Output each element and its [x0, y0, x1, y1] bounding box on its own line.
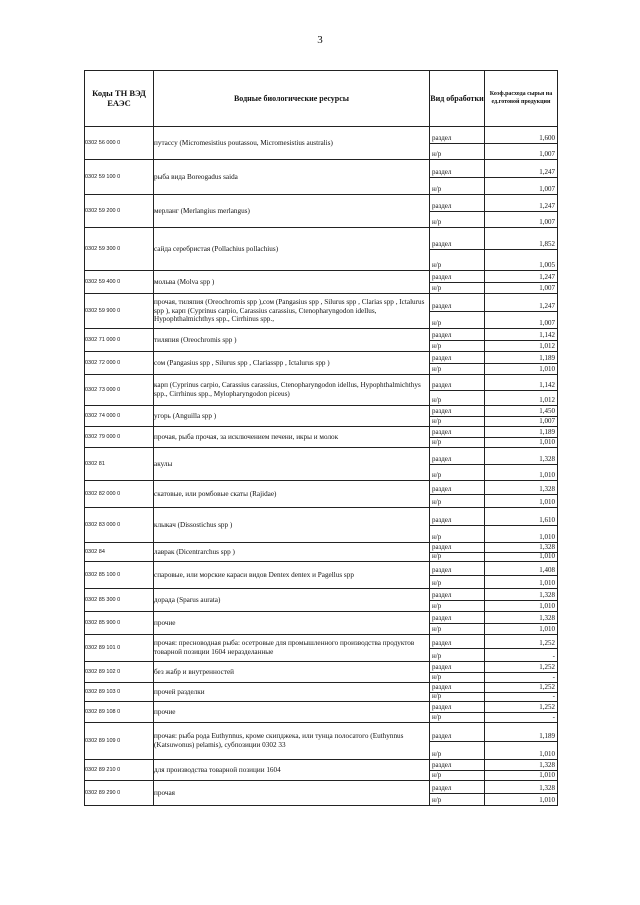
coefficient-value: 1,010: [485, 525, 557, 543]
processing-type: раздел: [432, 638, 452, 647]
row-resource-name: мерланг (Merlangius merlangus): [154, 195, 430, 228]
row-code: 0302 71 000 0: [85, 329, 154, 352]
coefficient-value: 1,010: [485, 793, 557, 806]
processing-type: раздел: [432, 330, 452, 339]
processing-type: н/р: [430, 600, 484, 612]
processing-type: н/р: [430, 770, 484, 781]
processing-type: раздел: [432, 353, 452, 362]
coefficient-value: -: [485, 648, 557, 662]
coefficient-value: 1,010: [485, 741, 557, 760]
row-coefficient: [485, 228, 558, 271]
coefficient-value: 1,010: [485, 464, 557, 481]
processing-type: н/р: [430, 525, 484, 543]
row-code: 0302 89 108 0: [85, 702, 154, 723]
coefficient-value: 1,610: [539, 515, 555, 524]
processing-type: н/р: [430, 340, 484, 352]
processing-type: н/р: [430, 575, 484, 589]
row-coefficient: [485, 406, 558, 427]
row-code: 0302 59 100 0: [85, 160, 154, 195]
table-row: [85, 589, 558, 612]
row-processing: [430, 612, 485, 635]
processing-type: раздел: [432, 565, 452, 574]
coefficient-value: 1,010: [485, 600, 557, 612]
table-row: [85, 612, 558, 635]
processing-type: раздел: [432, 682, 452, 691]
header-resources: Водные биологические ресурсы: [154, 71, 430, 127]
row-resource-name: лаврак (Dicentrarchus spp ): [154, 543, 430, 562]
row-code: 0302 83 000 0: [85, 508, 154, 543]
row-processing: [430, 228, 485, 271]
table-row: [85, 195, 558, 228]
coefficient-value: 1,247: [539, 301, 555, 310]
row-coefficient: [485, 127, 558, 160]
processing-type: раздел: [432, 454, 452, 463]
processing-type: н/р: [430, 741, 484, 760]
row-processing: [430, 160, 485, 195]
row-resource-name: путассу (Micromesistius poutassou, Micromesistius australis): [154, 127, 430, 160]
table-row: [85, 271, 558, 294]
processing-type: раздел: [432, 662, 452, 671]
coefficient-value: 1,010: [485, 437, 557, 448]
row-resource-name: прочие: [154, 612, 430, 635]
processing-type: н/р: [430, 494, 484, 508]
row-processing: [430, 781, 485, 806]
row-resource-name: прочей разделки: [154, 683, 430, 702]
processing-type: н/р: [430, 311, 484, 329]
row-processing: [430, 508, 485, 543]
row-code: 0302 89 103 0: [85, 683, 154, 702]
processing-type: н/р: [430, 416, 484, 427]
row-coefficient: [485, 635, 558, 662]
table-row: [85, 562, 558, 589]
row-processing: [430, 427, 485, 448]
table-row: [85, 508, 558, 543]
row-resource-name: прочая: [154, 781, 430, 806]
coefficient-value: 1,328: [539, 484, 555, 493]
row-coefficient: [485, 448, 558, 481]
coefficient-value: 1,012: [485, 340, 557, 352]
processing-type: н/р: [430, 249, 484, 271]
table-row: [85, 375, 558, 406]
processing-type: н/р: [430, 712, 484, 723]
processing-type: н/р: [430, 552, 484, 562]
row-code: 0302 85 300 0: [85, 589, 154, 612]
coefficient-value: 1,007: [485, 311, 557, 329]
row-resource-name: скатовые, или ромбовые скаты (Rajidae): [154, 481, 430, 508]
row-resource-name: сайда серебристая (Pollachius pollachius): [154, 228, 430, 271]
processing-type: раздел: [432, 133, 452, 142]
coefficient-value: 1,252: [539, 662, 555, 671]
row-code: 0302 89 210 0: [85, 760, 154, 781]
processing-type: н/р: [430, 623, 484, 635]
processing-type: раздел: [432, 542, 452, 551]
row-processing: [430, 329, 485, 352]
row-coefficient: [485, 543, 558, 562]
coefficient-value: 1,408: [539, 565, 555, 574]
coefficient-value: 1,189: [539, 353, 555, 362]
processing-type: н/р: [430, 177, 484, 195]
row-code: 0302 56 000 0: [85, 127, 154, 160]
row-coefficient: [485, 723, 558, 760]
table-row: [85, 127, 558, 160]
coefficient-value: 1,247: [539, 201, 555, 210]
row-coefficient: [485, 352, 558, 375]
processing-type: н/р: [430, 648, 484, 662]
coefficient-value: 1,252: [539, 702, 555, 711]
processing-type: раздел: [432, 731, 452, 740]
coefficient-value: 1,010: [485, 552, 557, 562]
row-resource-name: мольва (Molva spp ): [154, 271, 430, 294]
row-coefficient: [485, 589, 558, 612]
row-processing: [430, 127, 485, 160]
processing-type: н/р: [430, 211, 484, 228]
coefficient-value: 1,007: [485, 143, 557, 160]
coefficient-value: 1,189: [539, 427, 555, 436]
processing-type: н/р: [430, 464, 484, 481]
table-row: [85, 662, 558, 683]
row-processing: [430, 543, 485, 562]
row-code: 0302 59 200 0: [85, 195, 154, 228]
row-coefficient: [485, 781, 558, 806]
row-code: 0302 89 290 0: [85, 781, 154, 806]
coefficient-value: 1,007: [485, 177, 557, 195]
table-row: [85, 352, 558, 375]
coefficient-value: -: [485, 672, 557, 683]
row-processing: [430, 723, 485, 760]
processing-type: раздел: [432, 427, 452, 436]
row-coefficient: [485, 683, 558, 702]
coefficient-value: 1,012: [485, 390, 557, 406]
coefficient-value: 1,142: [539, 330, 555, 339]
row-coefficient: [485, 612, 558, 635]
row-coefficient: [485, 481, 558, 508]
processing-type: раздел: [432, 406, 452, 415]
row-processing: [430, 589, 485, 612]
row-processing: [430, 562, 485, 589]
row-resource-name: прочая: рыба рода Euthynnus, кроме скипджека, или тунца полосатого (Euthynnus (Katsuwonus) pelamis), субпозиции 0302 33: [154, 723, 430, 760]
row-code: 0302 59 900 0: [85, 294, 154, 329]
table-row: [85, 427, 558, 448]
coefficient-value: 1,007: [485, 416, 557, 427]
coefficient-value: -: [485, 692, 557, 702]
row-processing: [430, 760, 485, 781]
coefficient-value: -: [485, 712, 557, 723]
processing-type: раздел: [432, 702, 452, 711]
coefficient-value: 1,010: [485, 770, 557, 781]
row-coefficient: [485, 294, 558, 329]
row-resource-name: прочая, тиляпия (Oreochromis spp ),сом (Pangasius spp , Silurus spp , Clarias spp , Ictalurus spp ), карп (Cyprinus carpio, Carassius carassius, Ctenopharyngodon idellus, Hypophthalmichthys spp., Cirrhinus spp.,: [154, 294, 430, 329]
row-processing: [430, 375, 485, 406]
row-code: 0302 84: [85, 543, 154, 562]
table-header-row: [85, 71, 558, 127]
table-row: [85, 760, 558, 781]
row-resource-name: прочая, рыба прочая, за исключением печени, икры и молок: [154, 427, 430, 448]
row-resource-name: без жабр и внутренностей: [154, 662, 430, 683]
row-processing: [430, 195, 485, 228]
coefficient-value: 1,007: [485, 282, 557, 294]
coefficient-value: 1,010: [485, 363, 557, 375]
coefficient-value: 1,328: [539, 454, 555, 463]
processing-type: раздел: [432, 239, 452, 248]
processing-type: н/р: [430, 692, 484, 702]
row-processing: [430, 635, 485, 662]
processing-type: н/р: [430, 437, 484, 448]
row-processing: [430, 481, 485, 508]
processing-type: раздел: [432, 272, 452, 281]
page-number: 3: [317, 34, 323, 46]
processing-type: раздел: [432, 515, 452, 524]
table-row: [85, 702, 558, 723]
coefficient-value: 1,247: [539, 272, 555, 281]
row-coefficient: [485, 662, 558, 683]
row-coefficient: [485, 195, 558, 228]
row-coefficient: [485, 271, 558, 294]
row-code: 0302 73 000 0: [85, 375, 154, 406]
table-row: [85, 723, 558, 760]
row-code: 0302 89 109 0: [85, 723, 154, 760]
table-row: [85, 294, 558, 329]
row-coefficient: [485, 702, 558, 723]
row-code: 0302 89 101 0: [85, 635, 154, 662]
processing-type: раздел: [432, 201, 452, 210]
row-coefficient: [485, 427, 558, 448]
processing-type: раздел: [432, 590, 452, 599]
coefficients-table: [84, 70, 558, 806]
processing-type: н/р: [430, 672, 484, 683]
row-resource-name: акулы: [154, 448, 430, 481]
row-resource-name: угорь (Anguilla spp ): [154, 406, 430, 427]
row-code: 0302 85 100 0: [85, 562, 154, 589]
row-processing: [430, 294, 485, 329]
row-processing: [430, 702, 485, 723]
coefficient-value: 1,600: [539, 133, 555, 142]
row-processing: [430, 406, 485, 427]
table-row: [85, 448, 558, 481]
coefficient-value: 1,328: [539, 783, 555, 792]
coefficient-value: 1,328: [539, 760, 555, 769]
row-resource-name: для производства товарной позиции 1604: [154, 760, 430, 781]
processing-type: н/р: [430, 793, 484, 806]
coefficient-value: 1,852: [539, 239, 555, 248]
row-coefficient: [485, 375, 558, 406]
row-resource-name: прочая: пресноводная рыба: осетровые для промышленного производства продуктов товарной позиции 1604 неразделанные: [154, 635, 430, 662]
processing-type: раздел: [432, 484, 452, 493]
coefficient-value: 1,247: [539, 167, 555, 176]
row-coefficient: [485, 329, 558, 352]
row-coefficient: [485, 160, 558, 195]
coefficient-value: 1,010: [485, 575, 557, 589]
coefficient-value: 1,328: [539, 590, 555, 599]
table-row: [85, 543, 558, 562]
row-resource-name: рыба вида Boreogadus saida: [154, 160, 430, 195]
row-code: 0302 79 000 0: [85, 427, 154, 448]
row-resource-name: сом (Pangasius spp , Silurus spp , Clariasspp , Ictalurus spp ): [154, 352, 430, 375]
table-row: [85, 635, 558, 662]
row-coefficient: [485, 508, 558, 543]
row-code: 0302 82 000 0: [85, 481, 154, 508]
row-code: 0302 59 400 0: [85, 271, 154, 294]
coefficient-value: 1,007: [485, 211, 557, 228]
row-resource-name: карп (Cyprinus carpio, Carassius carassius, Ctenopharyngodon idellus, Hypophthalmichthys spp., Cirrhinus spp., Mylopharyngodon piceus): [154, 375, 430, 406]
table-row: [85, 160, 558, 195]
table-row: [85, 781, 558, 806]
row-resource-name: клыкач (Dissostichus spp ): [154, 508, 430, 543]
row-processing: [430, 448, 485, 481]
table-row: [85, 329, 558, 352]
processing-type: н/р: [430, 363, 484, 375]
table-row: [85, 228, 558, 271]
row-coefficient: [485, 760, 558, 781]
header-codes: Коды ТН ВЭД ЕАЭС: [85, 71, 154, 127]
header-processing: Вид обработки: [430, 71, 485, 127]
coefficient-value: 1,142: [539, 380, 555, 389]
processing-type: раздел: [432, 783, 452, 792]
coefficient-value: 1,328: [539, 542, 555, 551]
row-code: 0302 74 000 0: [85, 406, 154, 427]
row-processing: [430, 352, 485, 375]
coefficient-value: 1,010: [485, 494, 557, 508]
processing-type: н/р: [430, 390, 484, 406]
row-processing: [430, 271, 485, 294]
table-row: [85, 481, 558, 508]
row-resource-name: дорада (Sparus aurata): [154, 589, 430, 612]
processing-type: раздел: [432, 613, 452, 622]
coefficient-value: 1,252: [539, 682, 555, 691]
table-row: [85, 406, 558, 427]
row-code: 0302 81: [85, 448, 154, 481]
row-code: 0302 72 000 0: [85, 352, 154, 375]
coefficient-value: 1,252: [539, 638, 555, 647]
coefficient-value: 1,328: [539, 613, 555, 622]
row-coefficient: [485, 562, 558, 589]
row-resource-name: прочие: [154, 702, 430, 723]
row-code: 0302 89 102 0: [85, 662, 154, 683]
header-coefficient: Коэф.расхода сырья на ед.готовой продукции: [485, 71, 558, 127]
row-resource-name: спаровые, или морские караси видов Dentex dentex и Pagellus spp: [154, 562, 430, 589]
row-resource-name: тиляпия (Oreochromis spp ): [154, 329, 430, 352]
processing-type: раздел: [432, 301, 452, 310]
coefficient-value: 1,189: [539, 731, 555, 740]
coefficient-value: 1,005: [485, 249, 557, 271]
processing-type: раздел: [432, 380, 452, 389]
processing-type: раздел: [432, 167, 452, 176]
row-code: 0302 85 900 0: [85, 612, 154, 635]
coefficient-value: 1,010: [485, 623, 557, 635]
processing-type: н/р: [430, 143, 484, 160]
coefficient-value: 1,450: [539, 406, 555, 415]
row-processing: [430, 683, 485, 702]
table-row: [85, 683, 558, 702]
row-code: 0302 59 300 0: [85, 228, 154, 271]
processing-type: раздел: [432, 760, 452, 769]
processing-type: н/р: [430, 282, 484, 294]
row-processing: [430, 662, 485, 683]
